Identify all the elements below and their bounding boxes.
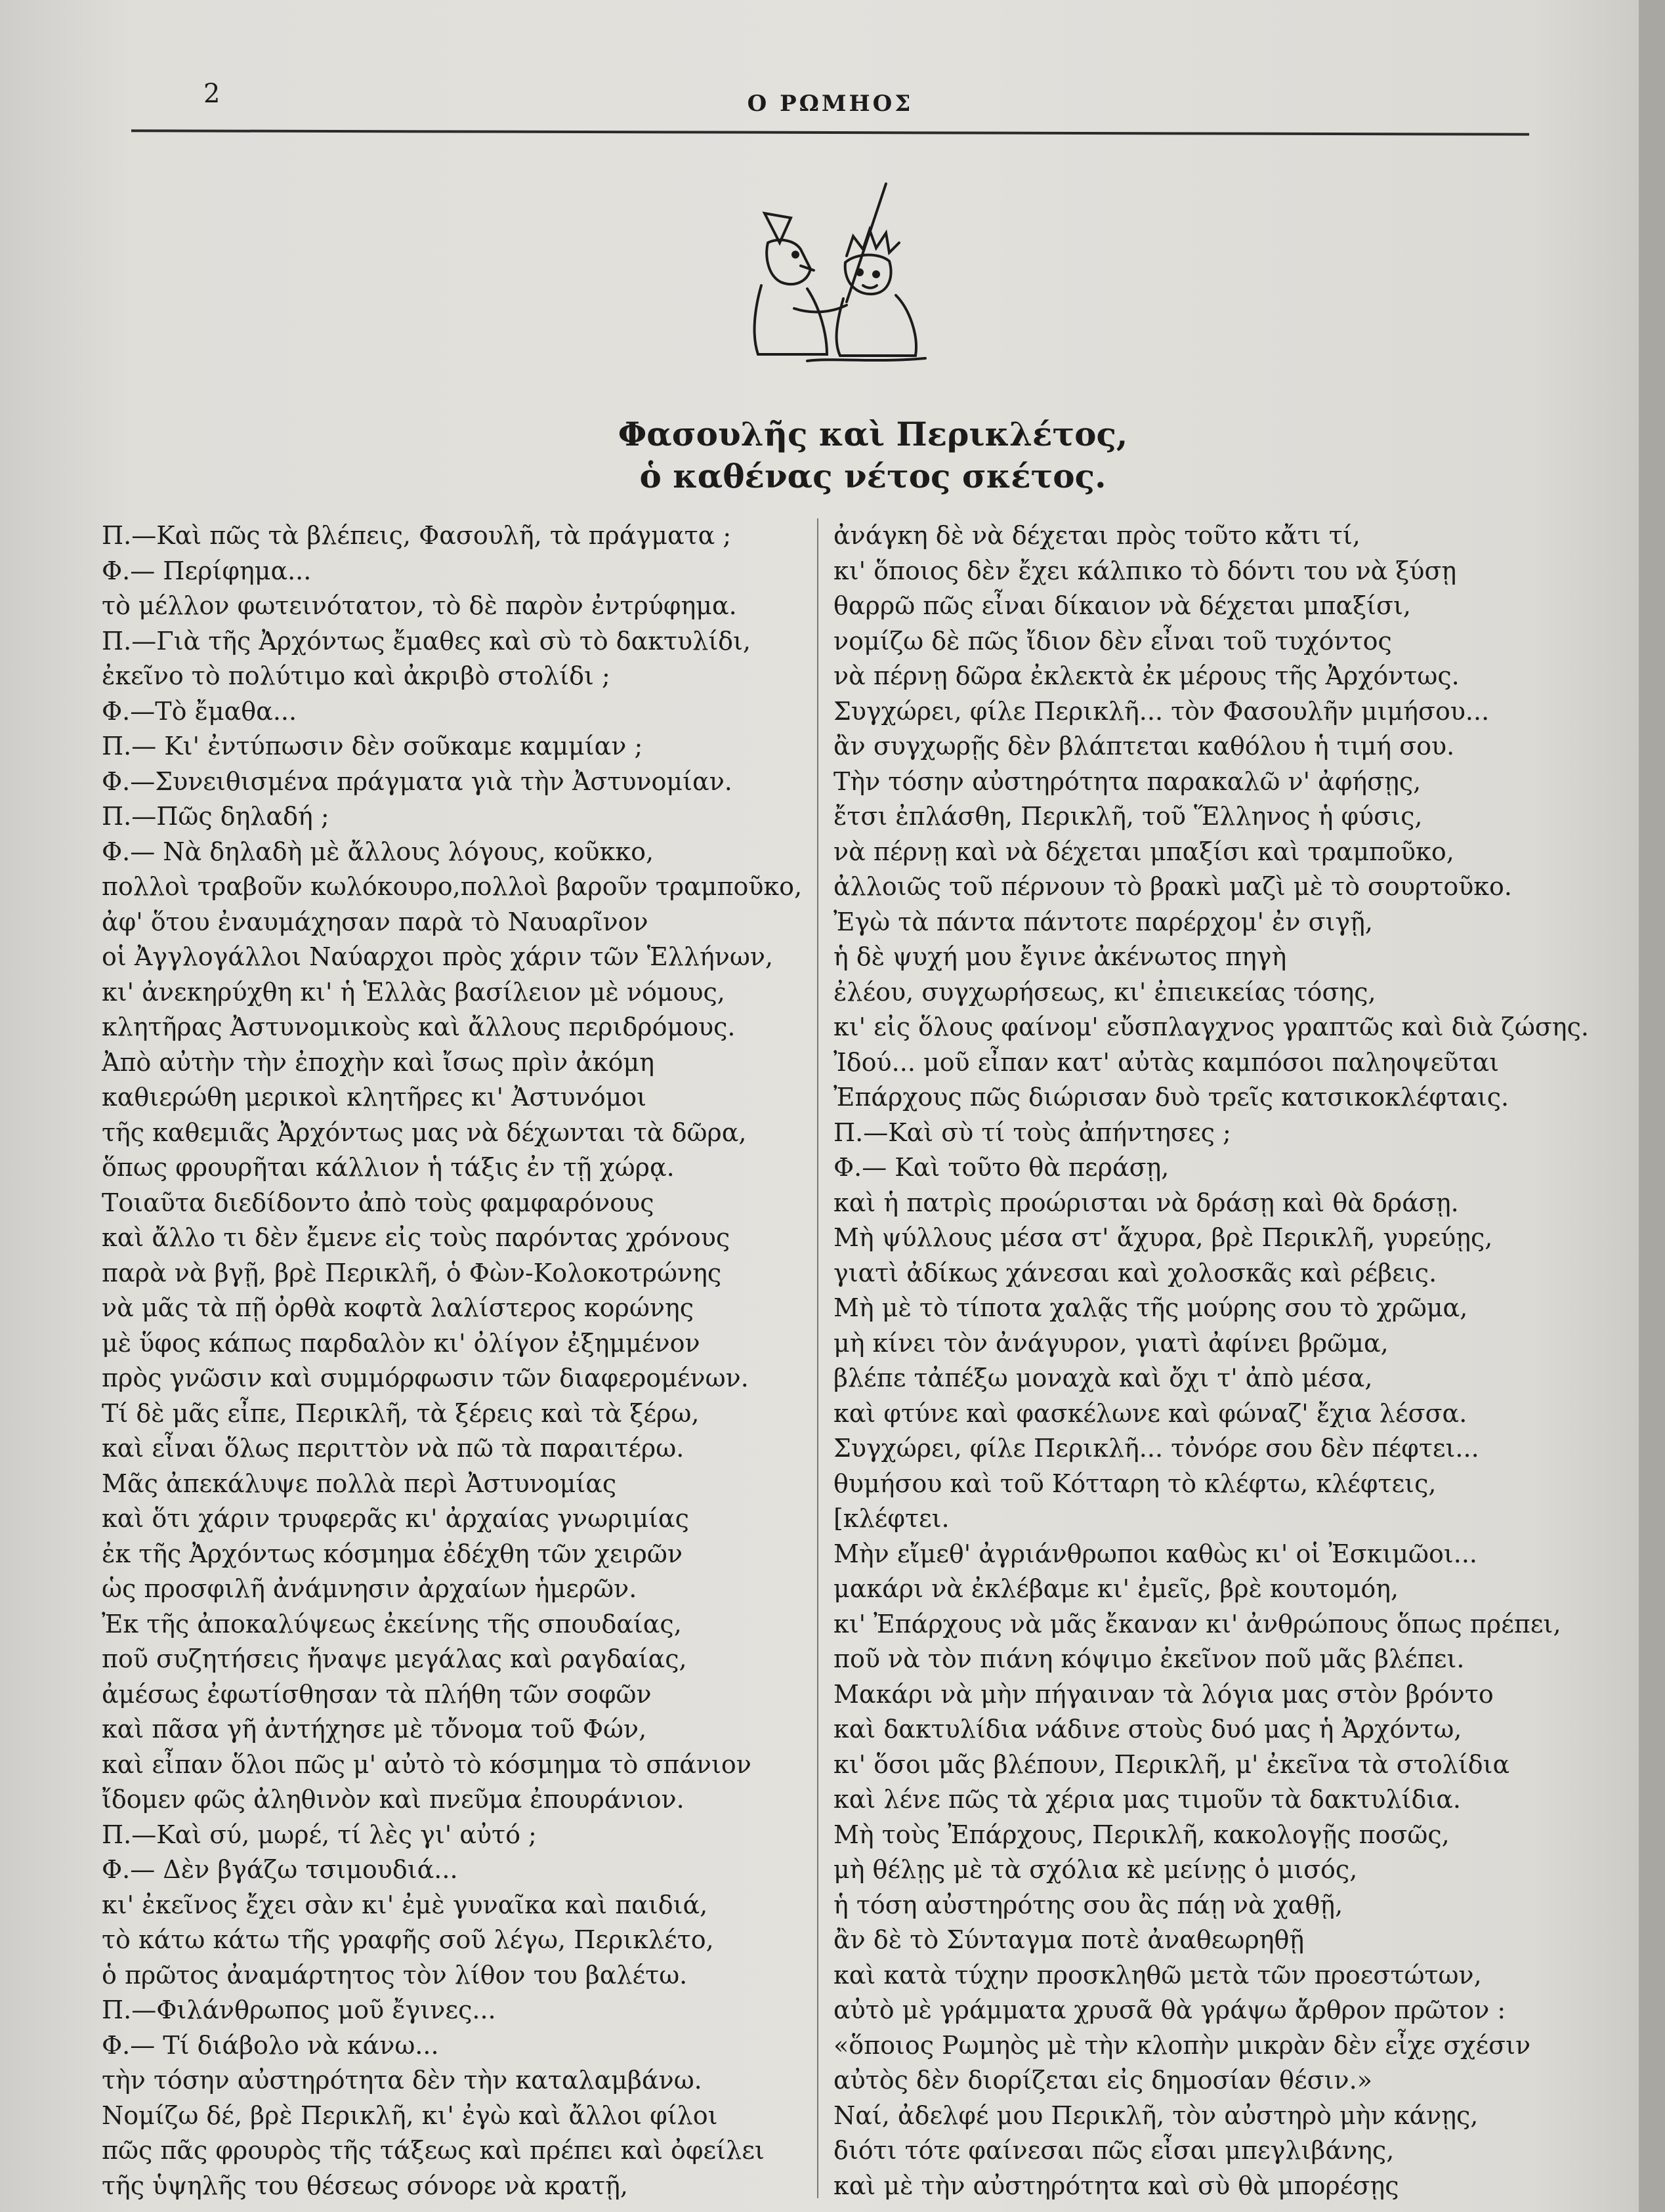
text-line: κι' Ἐπάρχους νὰ μᾶς ἔκαναν κι' ἀνθρώπους ὅπως πρέπει, [833,1609,1561,1638]
text-line: καὶ ὅτι χάριν τρυφερᾶς κι' ἀρχαίας γνωριμίας [102,1504,689,1533]
text-line: ἡ τόση αὐστηρότης σου ἂς πάῃ νὰ χαθῇ, [833,1890,1343,1919]
text-line: Τὴν τόσην αὐστηρότητα παρακαλῶ ν' ἀφήσῃς, [833,766,1422,796]
text-line: καὶ πᾶσα γῆ ἀντήχησε μὲ τὄνομα τοῦ Φών, [102,1715,647,1743]
text-line: Π.—Πῶς δηλαδή ; [102,802,329,831]
text-line: ἀλλοιῶς τοῦ πέρνουν τὸ βρακὶ μαζὶ μὲ τὸ σουρτοῦκο. [833,872,1513,901]
text-line: Συγχώρει, φίλε Περικλῆ... τὸν Φασουλῆν μιμήσου... [833,696,1490,726]
text-line: Ἐγὼ τὰ πάντα πάντοτε παρέρχομ' ἐν σιγῇ, [833,907,1373,936]
text-line: Φ.— Περίφημα... [102,556,312,585]
text-line: ἡ δὲ ψυχή μου ἔγινε ἀκένωτος πηγὴ [833,942,1287,971]
text-line: Μὴν εἴμεθ' ἀγριάνθρωποι καθὼς κι' οἱ Ἐσκιμῶοι... [833,1539,1478,1568]
text-line: πῶς πᾶς φρουρὸς τῆς τάξεως καὶ πρέπει καὶ ὀφείλει [102,2136,765,2165]
text-line: ἐκεῖνο τὸ πολύτιμο καὶ ἀκριβὸ στολίδι ; [102,661,610,690]
text-line: ποῦ νὰ τὸν πιάνη κόψιμο ἐκεῖνον ποῦ μᾶς βλέπει. [833,1644,1465,1673]
text-line: κι' ὅποιος δὲν ἔχει κάλπικο τὸ δόντι του νὰ ξύσῃ [833,556,1457,585]
text-line: ἐκ τῆς Ἀρχόντως κόσμημα ἐδέχθη τῶν χειρῶν [102,1539,683,1568]
text-line: ἂν συγχωρῇς δὲν βλάπτεται καθόλου ἡ τιμή σου. [833,732,1455,761]
page-number: 2 [203,79,221,109]
page-header [131,79,1529,138]
text-line: Ἐπάρχους πῶς διώρισαν δυὸ τρεῖς κατσικοκλέφταις. [833,1083,1509,1112]
text-line: τῆς ὑψηλῆς του θέσεως σόνορε νὰ κρατῇ, [102,2171,629,2200]
text-line: καὶ δακτυλίδια νάδινε στοὺς δυό μας ἡ Ἀρχόντω, [833,1715,1462,1743]
article-title-line-1: Φασουλῆς καὶ Περικλέτος, [618,415,1128,453]
text-line: Φ.—Τὸ ἔμαθα... [102,696,297,726]
text-line: ἐλέου, συγχωρήσεως, κι' ἐπιεικείας τόσης, [833,977,1376,1007]
text-line: Ἰδού... μοῦ εἶπαν κατ' αὐτὰς καμπόσοι παληοψεῦται [833,1047,1500,1077]
right-column [833,518,1589,2203]
text-line: αὐτὸ μὲ γράμματα χρυσᾶ θὰ γράψω ἄρθρον πρῶτον : [833,1995,1506,2024]
text-line: τὸ κάτω κάτω τῆς γραφῆς σοῦ λέγω, Περικλέτο, [102,1925,714,1954]
text-line: καθιερώθη μερικοὶ κλητῆρες κι' Ἀστυνόμοι [102,1083,647,1112]
text-line: Ἐκ τῆς ἀποκαλύψεως ἐκείνης τῆς σπουδαίας, [102,1609,682,1638]
text-line: «ὅποιος Ρωμηὸς μὲ τὴν κλοπὴν μικρὰν δὲν εἶχε σχέσιν [833,2030,1531,2060]
text-line: μὲ ὕφος κάπως παρδαλὸν κι' ὀλίγον ἐξημμένον [102,1328,700,1358]
text-line: Φ.— Τί διάβολο νὰ κάνω... [102,2030,439,2060]
text-line: Φ.— Νὰ δηλαδὴ μὲ ἄλλους λόγους, κοῦκκο, [102,837,654,866]
text-line: Ἀπὸ αὐτὴν τὴν ἐποχὴν καὶ ἴσως πρὶν ἀκόμη [102,1047,655,1077]
text-line: κι' εἰς ὅλους φαίνομ' εὔσπλαγχνος γραπτῶς καὶ διὰ ζώσης. [833,1012,1589,1041]
text-line: νὰ μᾶς τὰ πῇ ὀρθὰ κοφτὰ λαλίστερος κορώνης [102,1293,694,1322]
text-line: Συγχώρει, φίλε Περικλῆ... τὀνόρε σου δὲν πέφτει... [833,1434,1479,1463]
text-line: Νομίζω δέ, βρὲ Περικλῆ, κι' ἐγὼ καὶ ἄλλοι φίλοι [102,2100,718,2130]
text-line: πρὸς γνῶσιν καὶ συμμόρφωσιν τῶν διαφερομένων. [102,1364,749,1392]
newspaper-title: Ο ΡΩΜΗΟΣ [747,91,914,117]
text-line: Π.— Κι' ἐντύπωσιν δὲν σοῦκαμε καμμίαν ; [102,732,643,761]
text-line: ὁ πρῶτος ἀναμάρτητος τὸν λίθον του βαλέτω. [102,1960,688,1990]
text-line: τῆς καθεμιᾶς Ἀρχόντως μας νὰ δέχωνται τὰ δῶρα, [102,1117,747,1147]
text-line: Π.—Γιὰ τῆς Ἀρχόντως ἔμαθες καὶ σὺ τὸ δακτυλίδι, [102,626,751,656]
text-line: θαρρῶ πῶς εἶναι δίκαιον νὰ δέχεται μπαξίσι, [833,591,1411,620]
left-column [102,518,811,2203]
text-line: τὸ μέλλον φωτεινότατον, τὸ δὲ παρὸν ἐντρύφημα. [102,591,737,620]
article-title [591,413,1155,497]
text-line: νομίζω δὲ πῶς ἴδιον δὲν εἶναι τοῦ τυχόντος [833,626,1392,656]
text-line: κι' ἐκεῖνος ἔχει σὰν κι' ἐμὲ γυναῖκα καὶ παιδιά, [102,1890,708,1919]
text-line: διότι τότε φαίνεσαι πῶς εἶσαι μπεγλιβάνης, [833,2136,1395,2165]
text-line: ἔτσι ἐπλάσθη, Περικλῆ, τοῦ Ἕλληνος ἡ φύσις, [833,802,1423,831]
text-line: Π.—Καὶ σύ, μωρέ, τί λὲς γι' αὐτό ; [102,1820,537,1849]
text-line: Φ.—Συνειθισμένα πράγματα γιὰ τὴν Ἀστυνομίαν. [102,766,732,796]
article-title-line-2: ὁ καθένας νέτος σκέτος. [639,457,1106,495]
text-line: νὰ πέρνῃ δῶρα ἐκλεκτὰ ἐκ μέρους τῆς Ἀρχόντως. [833,661,1460,690]
text-line: θυμήσου καὶ τοῦ Κότταρη τὸ κλέφτω, κλέφτεις, [833,1469,1437,1498]
column-divider [817,518,818,2198]
text-line: μακάρι νὰ ἐκλέβαμε κι' ἐμεῖς, βρὲ κουτομόη, [833,1574,1399,1603]
text-line: ἂν δὲ τὸ Σύνταγμα ποτὲ ἀναθεωρηθῇ [833,1925,1305,1954]
text-line: Π.—Καὶ πῶς τὰ βλέπεις, Φασουλῆ, τὰ πράγματα ; [102,521,732,550]
text-line: καὶ εἶπαν ὅλοι πῶς μ' αὐτὸ τὸ κόσμημα τὸ σπάνιον [102,1749,751,1779]
text-line: [κλέφτει. [833,1504,950,1533]
text-line: πολλοὶ τραβοῦν κωλόκουρο,πολλοὶ βαροῦν τραμποῦκο, [102,872,803,901]
text-line: καὶ ἡ πατρὶς προώρισται νὰ δράσῃ καὶ θὰ δράσῃ. [833,1188,1459,1217]
text-line: Τί δὲ μᾶς εἶπε, Περικλῆ, τὰ ξέρεις καὶ τὰ ξέρω, [102,1398,700,1428]
text-line: Μακάρι νὰ μὴν πήγαιναν τὰ λόγια μας στὸν βρόντο [833,1679,1494,1709]
text-line: τὴν τόσην αὐστηρότητα δὲν τὴν καταλαμβάνω. [102,2066,702,2095]
text-line: καὶ φτύνε καὶ φασκέλωνε καὶ φώναζ' ἔχια λέσσα. [833,1398,1467,1428]
text-line: μὴ θέλῃς μὲ τὰ σχόλια κὲ μείνῃς ὁ μισός, [833,1855,1358,1884]
text-line: καὶ εἶναι ὅλως περιττὸν νὰ πῶ τὰ παραιτέρω. [102,1434,685,1463]
text-line: Μὴ ψύλλους μέσα στ' ἄχυρα, βρὲ Περικλῆ, γυρεύῃς, [833,1223,1493,1252]
cartoon-two-figures-icon [728,177,945,374]
text-line: ὡς προσφιλῆ ἀνάμνησιν ἀρχαίων ἡμερῶν. [102,1574,637,1603]
text-line: γιατὶ ἀδίκως χάνεσαι καὶ χολοσκᾶς καὶ ρέβεις. [833,1258,1437,1287]
text-line: Φ.— Δὲν βγάζω τσιμουδιά... [102,1855,458,1884]
text-line: Μὴ μὲ τὸ τίποτα χαλᾷς τῆς μούρης σου τὸ χρῶμα, [833,1293,1468,1322]
text-line: παρὰ νὰ βγῇ, βρὲ Περικλῆ, ὁ Φὼν-Κολοκοτρώνης [102,1258,722,1287]
text-line: βλέπε τἀπέξω μοναχὰ καὶ ὄχι τ' ἀπὸ μέσα, [833,1364,1373,1392]
text-line: καὶ ἄλλο τι δὲν ἔμενε εἰς τοὺς παρόντας χρόνους [102,1223,730,1252]
text-line: μὴ κίνει τὸν ἀνάγυρον, γιατὶ ἀφίνει βρῶμα, [833,1328,1389,1358]
text-line: Ναί, ἀδελφέ μου Περικλῆ, τὸν αὐστηρὸ μὴν κάνῃς, [833,2100,1479,2130]
text-line: κλητῆρας Ἀστυνομικοὺς καὶ ἄλλους περιδρόμους. [102,1012,736,1041]
text-line: ἴδομεν φῶς ἀληθινὸν καὶ πνεῦμα ἐπουράνιον. [102,1785,685,1814]
page-edge [1639,0,1665,2212]
text-line: καὶ μὲ τὴν αὐστηρότητα καὶ σὺ θὰ μπορέσῃς [833,2171,1399,2200]
text-line: ἀνάγκη δὲ νὰ δέχεται πρὸς τοῦτο κἄτι τί, [833,521,1360,550]
text-line: νὰ πέρνῃ καὶ νὰ δέχεται μπαξίσι καὶ τραμποῦκο, [833,837,1454,866]
text-line: ἀμέσως ἐφωτίσθησαν τὰ πλήθη τῶν σοφῶν [102,1679,652,1709]
text-line: Φ.— Καὶ τοῦτο θὰ περάσῃ, [833,1153,1170,1182]
text-line: αὐτὸς δὲν διορίζεται εἰς δημοσίαν θέσιν.» [833,2066,1372,2095]
text-line: Π.—Καὶ σὺ τί τοὺς ἀπήντησες ; [833,1117,1231,1147]
text-line: ὅπως φρουρῆται κάλλιον ἡ τάξις ἐν τῇ χώρᾳ. [102,1153,675,1182]
text-line: Μὴ τοὺς Ἐπάρχους, Περικλῆ, κακολογῇς ποσῶς, [833,1820,1450,1849]
text-line: κι' ὅσοι μᾶς βλέπουν, Περικλῆ, μ' ἐκεῖνα τὰ στολίδια [833,1749,1510,1779]
text-line: ἀφ' ὅτου ἐναυμάχησαν παρὰ τὸ Ναυαρῖνον [102,907,648,936]
text-line: ποῦ συζητήσεις ἤναψε μεγάλας καὶ ραγδαίας, [102,1644,687,1673]
text-line: οἱ Ἀγγλογάλλοι Ναύαρχοι πρὸς χάριν τῶν Ἑλλήνων, [102,942,773,971]
text-line: Τοιαῦτα διεδίδοντο ἀπὸ τοὺς φαμφαρόνους [102,1188,654,1217]
text-line: Μᾶς ἀπεκάλυψε πολλὰ περὶ Ἀστυνομίας [102,1469,617,1498]
text-line: Π.—Φιλάνθρωπος μοῦ ἔγινες... [102,1995,496,2024]
text-line: καὶ λένε πῶς τὰ χέρια μας τιμοῦν τὰ δακτυλίδια. [833,1785,1461,1814]
text-line: κι' ἀνεκηρύχθη κι' ἡ Ἑλλὰς βασίλειον μὲ νόμους, [102,977,725,1007]
text-line: καὶ κατὰ τύχην προσκληθῶ μετὰ τῶν προεστώτων, [833,1960,1482,1990]
